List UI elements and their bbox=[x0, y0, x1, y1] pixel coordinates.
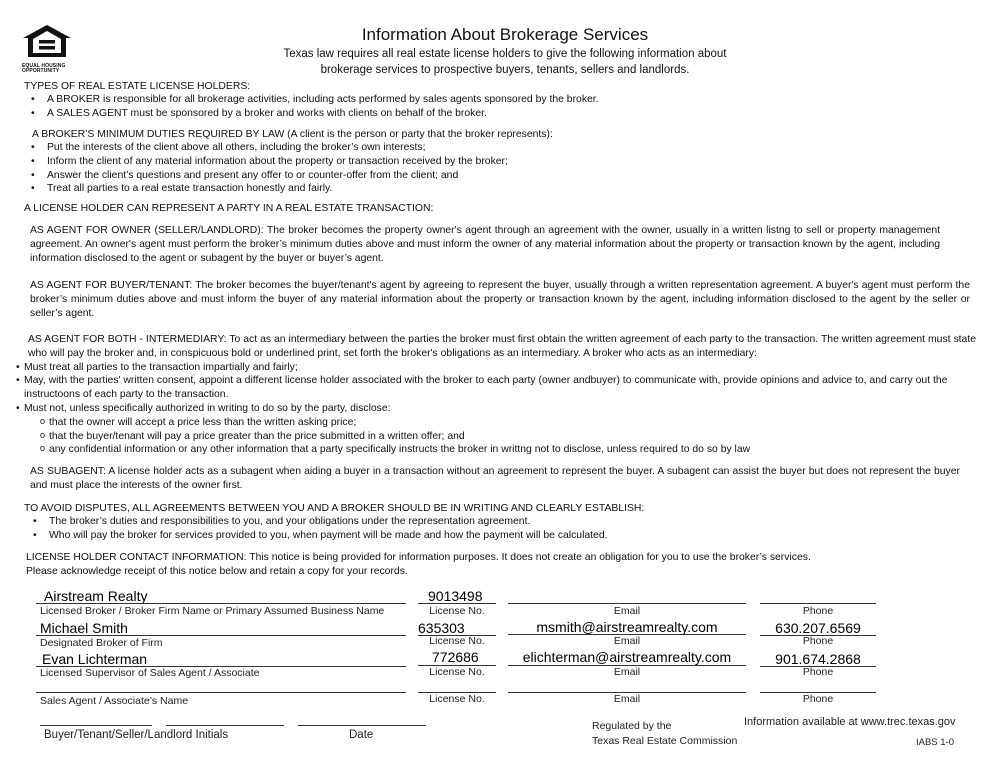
intermediary-item: • Must treat all parties to the transaction impartially and fairly; bbox=[12, 361, 976, 375]
designated-broker-caption: Designated Broker of Firm bbox=[40, 637, 163, 649]
broker-license-line bbox=[418, 603, 496, 604]
duties-item: • Treat all parties to a real estate transaction honestly and fairly. bbox=[22, 182, 508, 196]
broker-firm-name-line bbox=[36, 603, 406, 604]
sales-agent-phone-caption: Phone bbox=[802, 693, 834, 705]
designated-broker-name-field[interactable]: Michael Smith bbox=[40, 620, 128, 636]
date-caption: Date bbox=[349, 729, 374, 741]
intermediary-subitem: o any confidential information or any other information that a party specifically instructs the broker in writtng not to disclose, unless required to do so by law bbox=[16, 443, 976, 457]
designated-broker-email-caption: Email bbox=[613, 635, 641, 647]
trec-info-link[interactable]: Information available at www.trec.texas.gov bbox=[744, 716, 956, 728]
initials-caption: Buyer/Tenant/Seller/Landlord Initials bbox=[44, 729, 229, 741]
supervisor-email-field[interactable]: elichterman@airstreamrealty.com bbox=[522, 649, 732, 665]
designated-broker-email-field[interactable]: msmith@airstreamrealty.com bbox=[536, 619, 718, 635]
broker-email-line bbox=[508, 603, 746, 604]
duties-list bbox=[22, 141, 508, 196]
broker-license-caption: License No. bbox=[429, 605, 485, 617]
broker-firm-name-field[interactable]: Airstream Realty bbox=[44, 588, 148, 604]
subagent-paragraph: AS SUBAGENT: A license holder acts as a subagent when aiding a buyer in a transaction without an agreement to represent the buyer. A subagent can assist the buyer but does not represent the buyer and must place the interests of the owner first. bbox=[30, 466, 960, 491]
form-id: IABS 1-0 bbox=[916, 737, 955, 748]
intermediary-item: • May, with the parties' written consent, appoint a different license holder associated with the broker to each party (owner andbuyer) to communicate with, provide opinions and advice to, and carry out the instructoons of each party to the transaction. bbox=[12, 374, 976, 402]
initials-line-2[interactable] bbox=[166, 725, 284, 726]
duties-item: • Answer the client’s questions and present any offer to or counter-offer from the client; and bbox=[22, 169, 508, 183]
regulated-line2: Texas Real Estate Commission bbox=[592, 735, 738, 747]
intermediary-list bbox=[24, 361, 976, 458]
page-subtitle-line2: brokerage services to prospective buyers, tenants, sellers and landlords. bbox=[320, 64, 690, 76]
page-subtitle-line1: Texas law requires all real estate license holders to give the following information about bbox=[283, 48, 727, 60]
designated-broker-line bbox=[36, 635, 406, 636]
designated-broker-license-field[interactable]: 635303 bbox=[418, 620, 465, 636]
regulated-line1: Regulated by the bbox=[592, 720, 672, 732]
intermediary-section bbox=[24, 333, 976, 457]
sales-agent-line bbox=[36, 692, 406, 693]
disputes-item: • Who will pay the broker for services provided to you, when payment will be made and how the payment will be calculated. bbox=[24, 529, 608, 543]
contact-line2: Please acknowledge receipt of this notice below and retain a copy for your records. bbox=[26, 566, 408, 577]
intermediary-item: • Must not, unless specifically authorized in writing to do so by the party, disclose: bbox=[12, 402, 976, 416]
duties-item: • Put the interests of the client above all others, including the broker’s own interests; bbox=[22, 141, 508, 155]
supervisor-license-field[interactable]: 772686 bbox=[432, 649, 479, 665]
page-title: Information About Brokerage Services bbox=[361, 25, 649, 44]
sales-agent-license-caption: License No. bbox=[429, 693, 485, 705]
broker-phone-line bbox=[760, 603, 876, 604]
broker-firm-name-caption: Licensed Broker / Broker Firm Name or Primary Assumed Business Name bbox=[40, 605, 385, 617]
designated-broker-license-caption: License No. bbox=[429, 635, 485, 647]
duties-item: • Inform the client of any material information about the property or transaction received by the broker; bbox=[22, 155, 508, 169]
sales-agent-email-caption: Email bbox=[613, 693, 641, 705]
supervisor-email-caption: Email bbox=[613, 666, 641, 678]
contact-line1: LICENSE HOLDER CONTACT INFORMATION: This notice is being provided for information purposes. It does not create an obligation for you to use the broker’s services. bbox=[26, 552, 811, 563]
intermediary-subitem: o that the buyer/tenant will pay a price greater than the price submitted in a written offer; and bbox=[16, 430, 976, 444]
broker-phone-caption: Phone bbox=[802, 605, 834, 617]
supervisor-caption: Licensed Supervisor of Sales Agent / Associate bbox=[40, 667, 260, 679]
intermediary-paragraph: AS AGENT FOR BOTH - INTERMEDIARY: To act as an intermediary between the parties the broker must first obtain the written agreement of each party to the transaction. The written agreement must state who will pay the broker and, in conspicuous bold or underlined print, set forth the broker's obligations as an intermediary. A broker who acts as an intermediary: bbox=[28, 334, 976, 359]
supervisor-name-field[interactable]: Evan Lichterman bbox=[42, 651, 148, 667]
broker-email-caption: Email bbox=[613, 605, 641, 617]
designated-broker-phone-field[interactable]: 630.207.6569 bbox=[775, 620, 861, 636]
owner-agent-paragraph: AS AGENT FOR OWNER (SELLER/LANDLORD): The broker becomes the property owner's agent through an agreement with the owner, usually in a written listng to sell or property management agreement. An owner's agent must perform the broker’s minimum duties above and must inform the owner of any material information about the property or transaction known by the agent, including information disclosed to the agent or subagent by the buyer or buyer’s agent. bbox=[30, 225, 940, 264]
disputes-list bbox=[24, 515, 608, 543]
types-item: • A BROKER is responsible for all brokerage activities, including acts performed by sales agents sponsored by the broker. bbox=[22, 93, 599, 107]
disputes-item: • The broker’s duties and responsibilities to you, and your obligations under the representation agreement. bbox=[24, 515, 608, 529]
date-line[interactable] bbox=[298, 725, 426, 726]
types-item: • A SALES AGENT must be sponsored by a broker and works with clients on behalf of the broker. bbox=[22, 107, 599, 121]
intermediary-subitem: o that the owner will accept a price less than the written asking price; bbox=[16, 416, 976, 430]
disputes-heading: TO AVOID DISPUTES, ALL AGREEMENTS BETWEEN YOU AND A BROKER SHOULD BE IN WRITING AND CLEARLY ESTABLISH: bbox=[24, 503, 645, 514]
equal-housing-text: EQUAL HOUSING OPPORTUNITY bbox=[22, 62, 66, 75]
designated-broker-phone-caption: Phone bbox=[802, 635, 834, 647]
initials-line-1[interactable] bbox=[40, 725, 152, 726]
duties-heading: A BROKER’S MINIMUM DUTIES REQUIRED BY LAW (A client is the person or party that the broker represents): bbox=[32, 129, 553, 140]
buyer-agent-paragraph: AS AGENT FOR BUYER/TENANT: The broker becomes the buyer/tenant's agent by agreeing to represent the buyer, usually through a written representation agreement. A buyer's agent must perform the broker’s minimum duties above and must inform the buyer of any material information about the property or transaction known by the agent, including information disclosed to the agent by the seller or seller’s agent. bbox=[30, 280, 970, 319]
supervisor-license-caption: License No. bbox=[429, 666, 485, 678]
types-heading: TYPES OF REAL ESTATE LICENSE HOLDERS: bbox=[24, 81, 251, 92]
supervisor-phone-field[interactable]: 901.674.2868 bbox=[775, 651, 861, 667]
supervisor-phone-caption: Phone bbox=[802, 666, 834, 678]
sales-agent-caption: Sales Agent / Associate’s Name bbox=[40, 695, 189, 707]
types-list bbox=[22, 93, 599, 121]
broker-license-field[interactable]: 9013498 bbox=[428, 588, 483, 604]
represent-heading: A LICENSE HOLDER CAN REPRESENT A PARTY IN A REAL ESTATE TRANSACTION: bbox=[24, 203, 434, 214]
